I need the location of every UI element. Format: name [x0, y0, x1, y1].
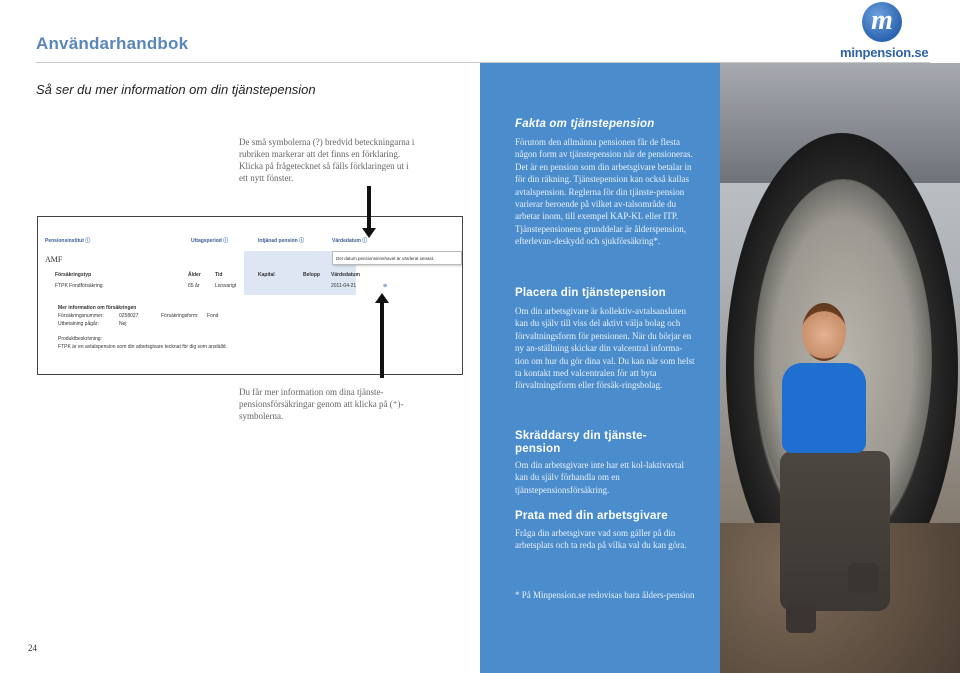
- more-info-note: Du får mer information om dina tjänste-pensionsförsäkringar genom att klicka på (⁺)-symbolerna.: [239, 387, 404, 421]
- logo-mark-letter: m: [871, 5, 893, 36]
- row-tid: Livsvarigt: [215, 283, 237, 289]
- skraddarsy-text: Om din arbetsgivare inte har ett kol-laktivavtal kan du själv förhandla om en tjänstepensionsförsäkring.: [515, 460, 684, 495]
- info-beskrivning-value: FTPK är en avtalspension som din arbetsgivare tecknat för dig som anställd.: [58, 344, 227, 350]
- document-title: Användarhandbok: [36, 34, 189, 53]
- col-tid: Tid: [215, 272, 223, 278]
- right-boot: [848, 563, 878, 593]
- logo-text: minpension.se: [840, 45, 929, 60]
- arrow-to-help-symbol: [367, 186, 371, 230]
- screenshot-header-row: [38, 234, 462, 246]
- expand-info-icon: ⊕: [383, 283, 388, 289]
- fact-panel: [480, 63, 720, 673]
- tractor-tire-photo: [720, 63, 960, 673]
- placera-text: Om din arbetsgivare är kollektiv-avtalsansluten kan du själv till viss del aktivt välja bolag och förvaltningsform för pensionen. När du börjar en ny an-ställning skickar din valcentral informa-tion om hur du gör dina val. Du kan när som helst ta kontakt med valcentralen för att byta förvaltningsform eller försäk-ringsbolag.: [515, 306, 695, 391]
- pension-overview-screenshot: [37, 216, 463, 375]
- info-title: Mer information om försäkringen: [58, 305, 137, 311]
- institute-name: AMF: [45, 255, 63, 264]
- minpension-logo: [838, 2, 928, 64]
- header-pensionsinstitut: Pensionsinstitut ⓘ: [45, 238, 91, 244]
- col-belopp: Belopp: [303, 272, 320, 278]
- info-utbetalning-value: Nej: [119, 321, 127, 327]
- col-kapital: Kapital: [258, 272, 275, 278]
- info-form-value: Fond: [207, 313, 219, 319]
- person-shirt: [782, 363, 866, 453]
- info-form-label: Försäkringsform:: [161, 313, 199, 319]
- col-alder: Ålder: [188, 272, 201, 278]
- info-beskrivning-label: Produktbeskrivning:: [58, 336, 102, 342]
- arrow-to-expand-symbol: [380, 302, 384, 378]
- header-vardedatum: Värdedatum ⓘ: [332, 238, 368, 244]
- header-intjanad-pension: Intjänad pension ⓘ: [258, 238, 305, 244]
- left-boot: [786, 603, 816, 633]
- fakta-heading: Fakta om tjänstepension: [515, 118, 655, 130]
- prata-text: Fråga din arbetsgivare vad som gäller på din arbetsplats och ta reda på vilka val du kan göra.: [515, 528, 687, 551]
- person-head: [802, 303, 846, 361]
- placera-heading: Placera din tjänstepension: [515, 287, 666, 299]
- info-nummer-value: 0258027: [119, 313, 139, 319]
- row-alder: 65 år: [188, 283, 200, 289]
- skraddarsy-heading-line2: pension: [515, 443, 561, 455]
- skraddarsy-heading-line1: Skräddarsy din tjänste-: [515, 430, 647, 442]
- col-vardedatum: Värdedatum: [331, 272, 360, 278]
- header-uttagsperiod: Uttagsperiod ⓘ: [191, 238, 229, 244]
- col-forsakringstyp: Försäkringstyp: [55, 272, 92, 278]
- section-title: Så ser du mer information om din tjänstepension: [36, 82, 316, 97]
- page-number: 24: [28, 643, 37, 653]
- more-info-box: [55, 303, 455, 371]
- row-vardedatum: 2011-04-21: [331, 283, 357, 289]
- footnote: * På Minpension.se redovisas bara ålders-pension: [515, 590, 695, 600]
- prata-heading: Prata med din arbetsgivare: [515, 510, 668, 522]
- logo-mark-icon: [862, 2, 902, 42]
- vardedatum-tooltip: Det datum pensionsinnehavet är värderat senast.: [332, 251, 462, 265]
- fakta-text: Förutom den allmänna pensionen får de flesta någon form av tjänstepension när de pensioneras. Det är en pension som din arbetsgivare betalar in för din räkning. Tjänstepension kan också kallas avtalspension. Reglerna för din tjänste-pension varierar beroende på vilket av-talsområde du arbetar inom, till exempel KAP-KL eller ITP. Tjänstepensionens grunddelar är ålderspension, efterlevan-deskydd och sjukförsäkring*.: [515, 137, 693, 247]
- row-forsakringstyp: FTPK Fondförsäkring: [55, 283, 103, 289]
- info-nummer-label: Försäkringsnummer:: [58, 313, 104, 319]
- info-utbetalning-label: Utbetalning pågår:: [58, 321, 99, 327]
- help-symbol-note: De små symbolerna (?) bredvid beteckningarna i rubriken markerar att det finns en förklaring. Klicka på frågetecknet så fälls förklaringen ut i ett nytt fönster.: [239, 137, 415, 183]
